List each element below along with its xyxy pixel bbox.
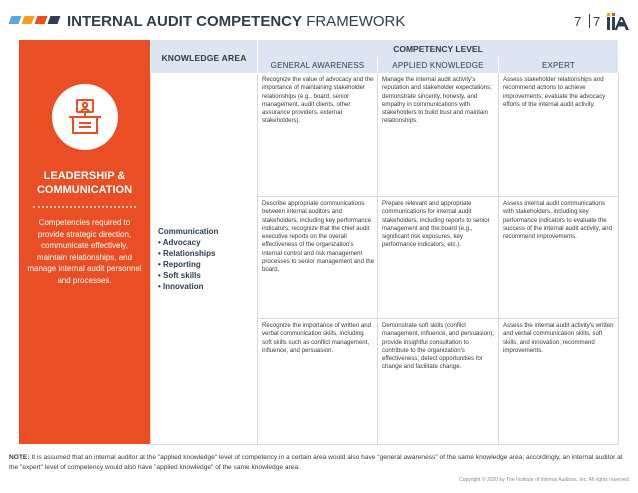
page-number-total: 7 — [593, 14, 601, 29]
table-cell: Assess the internal audit activity's written and verbal communication skills, soft skills, and innovation; recommend improvements. — [503, 322, 614, 354]
level-header-applied-knowledge — [378, 57, 498, 73]
list-item: • Relationships — [158, 249, 216, 258]
presenter-at-podium-icon — [65, 97, 105, 137]
copyright-text: Copyright © 2020 by The Institute of Internal Auditors, Inc. All rights reserved. — [459, 477, 630, 483]
page-number-separator — [589, 14, 590, 28]
page-number-current: 7 — [574, 14, 582, 29]
page-title — [67, 13, 405, 31]
page-header — [0, 0, 638, 42]
brand-bar-navy — [48, 16, 61, 24]
iia-logo-icon — [606, 13, 630, 31]
footnote-label: NOTE: — [9, 454, 30, 461]
level-header-general-awareness — [258, 57, 377, 73]
category-panel — [19, 40, 150, 444]
table-cell: Prepare relevant and appropriate communications for internal audit stakeholders, including reports to senior management and the board (e.g., significant risk exposures, key performance indicators, etc.). — [382, 200, 490, 249]
list-item: • Reporting — [158, 260, 201, 269]
table-grid-line — [618, 73, 619, 444]
table-grid-line — [257, 73, 258, 444]
footnote — [9, 453, 629, 472]
competency-level-header-label: COMPETENCY LEVEL — [393, 44, 483, 54]
knowledge-area-header-label: KNOWLEDGE AREA — [161, 53, 247, 63]
page-title-light: FRAMEWORK — [306, 13, 406, 30]
level-header-expert — [499, 57, 618, 73]
footnote-text: It is assumed that an internal auditor at the "applied knowledge" level of competency in a certain area would also have "general awareness" of the same knowledge area; accordingly, an internal auditor at the "expert" level of competency would also have "applied knowledge" of the same knowledge area. — [9, 454, 623, 471]
knowledge-area-title: Communication — [158, 227, 219, 236]
level-label: EXPERT — [541, 61, 576, 70]
brand-bar-orange — [35, 16, 48, 24]
brand-bar-blue — [9, 16, 22, 24]
list-item: • Soft skills — [158, 271, 201, 280]
brand-bar-yellow — [22, 16, 35, 24]
level-label: GENERAL AWARENESS — [270, 61, 365, 70]
table-cell: Describe appropriate communications between internal auditors and stakeholders, including key performance indicators; recognize that the chief audit executive reports on the overall effectiveness of the organization's internal control and risk management processes to senior management and the board. — [262, 200, 375, 274]
table-grid-line — [150, 73, 151, 444]
level-label: APPLIED KNOWLEDGE — [392, 61, 484, 70]
table-cell: Demonstrate soft skills (conflict management, influence, and persuasion); provide insightful consultation to contribute to the organization's effectiveness; detect opportunities for change and facilitate change. — [382, 322, 495, 371]
category-icon-badge — [52, 84, 118, 150]
table-grid-line — [377, 73, 378, 444]
table-grid-line — [258, 318, 618, 319]
category-description: Competencies required to provide strategic direction, communicate effectively, maintain relationships, and manage internal audit personnel and processes. — [27, 218, 142, 285]
brand-bars — [10, 16, 59, 24]
table-cell: Assess stakeholder relationships and recommend actions to achieve improvements; evaluate the advocacy efforts of the internal audit activity. — [503, 76, 606, 108]
category-title: LEADERSHIP & COMMUNICATION — [36, 170, 133, 196]
page-title-bold: INTERNAL AUDIT COMPETENCY — [67, 13, 303, 30]
table-cell: Recognize the importance of written and verbal communication skills, including soft skills such as conflict management, influence, and persuasion. — [262, 322, 372, 354]
table-grid-line — [150, 444, 619, 445]
knowledge-area-list — [158, 237, 253, 292]
table-grid-line — [498, 73, 499, 444]
knowledge-area-header — [151, 40, 257, 73]
table-cell: Assess internal audit communications with stakeholders, including key performance indicators to evaluate the success of the internal audit activity, and recommend improvements. — [503, 200, 612, 241]
list-item: • Advocacy — [158, 238, 201, 247]
table-cell: Manage the internal audit activity's reputation and stakeholder expectations; demonstrate sincerity, honesty, and empathy in communications with stakeholders to build trust and maintain relationships. — [382, 76, 492, 125]
table-cell: Recognize the value of advocacy and the importance of maintaining stakeholder relationships (e.g., board, senior management, audit clients, other assurance providers, external stakeholders). — [262, 76, 374, 125]
table-grid-line — [258, 196, 618, 197]
knowledge-area-cell — [158, 226, 253, 292]
dotted-divider — [33, 206, 136, 208]
competency-level-header — [258, 40, 618, 57]
list-item: • Innovation — [158, 282, 204, 291]
